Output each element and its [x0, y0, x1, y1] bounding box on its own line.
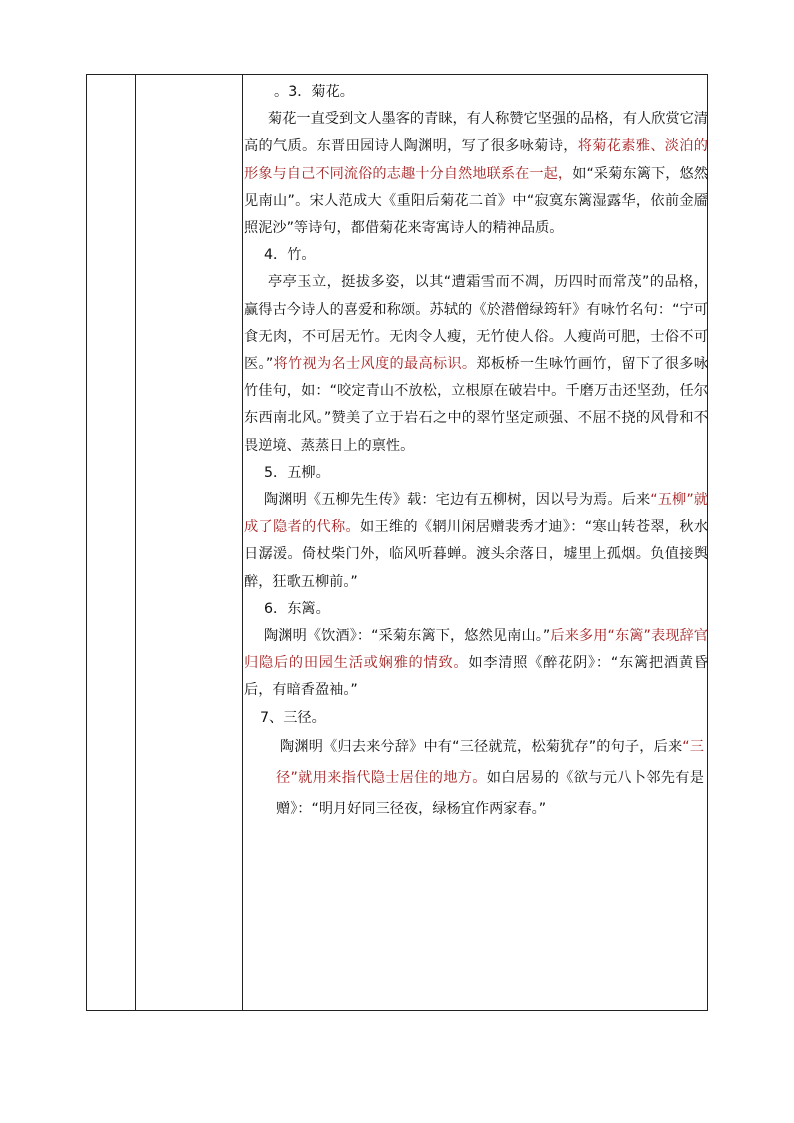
- paragraph-chrysanthemum: [244, 106, 708, 242]
- section-heading-bamboo: 4．竹。: [264, 247, 316, 264]
- paragraph-bamboo: [244, 269, 708, 459]
- highlighted-text: 将竹视为名士风度的最高标识。: [273, 356, 477, 373]
- table-content-cell: [244, 75, 708, 825]
- column-divider: [135, 75, 136, 1010]
- highlighted-text: “五柳”就成了隐者的代称。: [244, 492, 708, 536]
- paragraph-three-paths: [244, 732, 708, 825]
- highlighted-text: 后来多用“东篱”表现辞官归隐后的田园生活或娴雅的情致。: [244, 628, 708, 672]
- paragraph-text: 郑板桥一生咏竹画竹，留下了很多咏竹佳句，如：“咬定青山不放松，立根原在破岩中。千磨万击还坚劲，任尔东西南北风。”赞美了立于岩石之中的翠竹坚定顽强、不屈不挠的风骨和不畏逆境、蒸蒸日上的禀性。: [244, 356, 708, 454]
- section-heading-east-fence: 6．东篱。: [264, 600, 330, 617]
- paragraph-text: 如王维的《辋川闲居赠裴秀才迪》：“寒山转苍翠，秋水日潺湲。倚杖柴门外，临风听暮蝉。渡头余落日，墟里上孤烟。负值接舆醉，狂歌五柳前。”: [244, 519, 708, 590]
- highlighted-text: 将菊花素雅、淡泊的形象与自己不同流俗的志趣十分自然地联系在一起，: [244, 138, 708, 182]
- paragraph-text: 陶渊明《五柳先生传》载：宅边有五柳树，因以号为焉。后来: [264, 492, 651, 509]
- section-heading-five-willows: 5．五柳。: [264, 464, 330, 481]
- column-divider: [242, 75, 243, 1010]
- paragraph-text: 陶渊明《归去来兮辞》中有“三径就荒，松菊犹存”的句子，后来: [280, 738, 683, 755]
- section-heading-three-paths: 7、三径。: [260, 709, 326, 726]
- highlighted-text: “三径”就用来指代隐士居住的地方。: [276, 738, 704, 786]
- paragraph-text: 如白居易的《欲与元八卜邻先有是赠》：“明月好同三径夜，绿杨宜作两家春。”: [276, 769, 704, 817]
- paragraph-text: 如“采菊东篱下，悠然见南山”。宋人范成大《重阳后菊花二首》中“寂寞东篱湿露华，依前金靥照泥沙”等诗句，都借菊花来寄寓诗人的精神品质。: [244, 165, 708, 237]
- paragraph-text: 菊花一直受到文人墨客的青睐，有人称赞它坚强的品格，有人欣赏它清高的气质。东晋田园诗人陶渊明，写了很多咏菊诗，: [244, 111, 708, 155]
- paragraph-five-willows: [244, 487, 708, 596]
- content-table: [86, 74, 708, 1011]
- paragraph-text: 陶渊明《饮酒》：“采菊东篱下，悠然见南山。”: [264, 628, 551, 645]
- paragraph-text: 亭亭玉立，挺拔多姿，以其“遭霜雪而不凋，历四时而常茂”的品格，赢得古今诗人的喜爱和称颂。苏轼的《於潜僧绿筠轩》有咏竹名句：“宁可食无肉，不可居无竹。无肉令人瘦，无竹使人俗。人瘦尚可肥，士俗不可医。”: [244, 274, 708, 373]
- section-heading-chrysanthemum: 。3．菊花。: [274, 84, 354, 100]
- paragraph-text: 如李清照《醉花阴》：“东篱把酒黄昏后，有暗香盈袖。”: [244, 655, 708, 699]
- paragraph-east-fence: [244, 623, 708, 705]
